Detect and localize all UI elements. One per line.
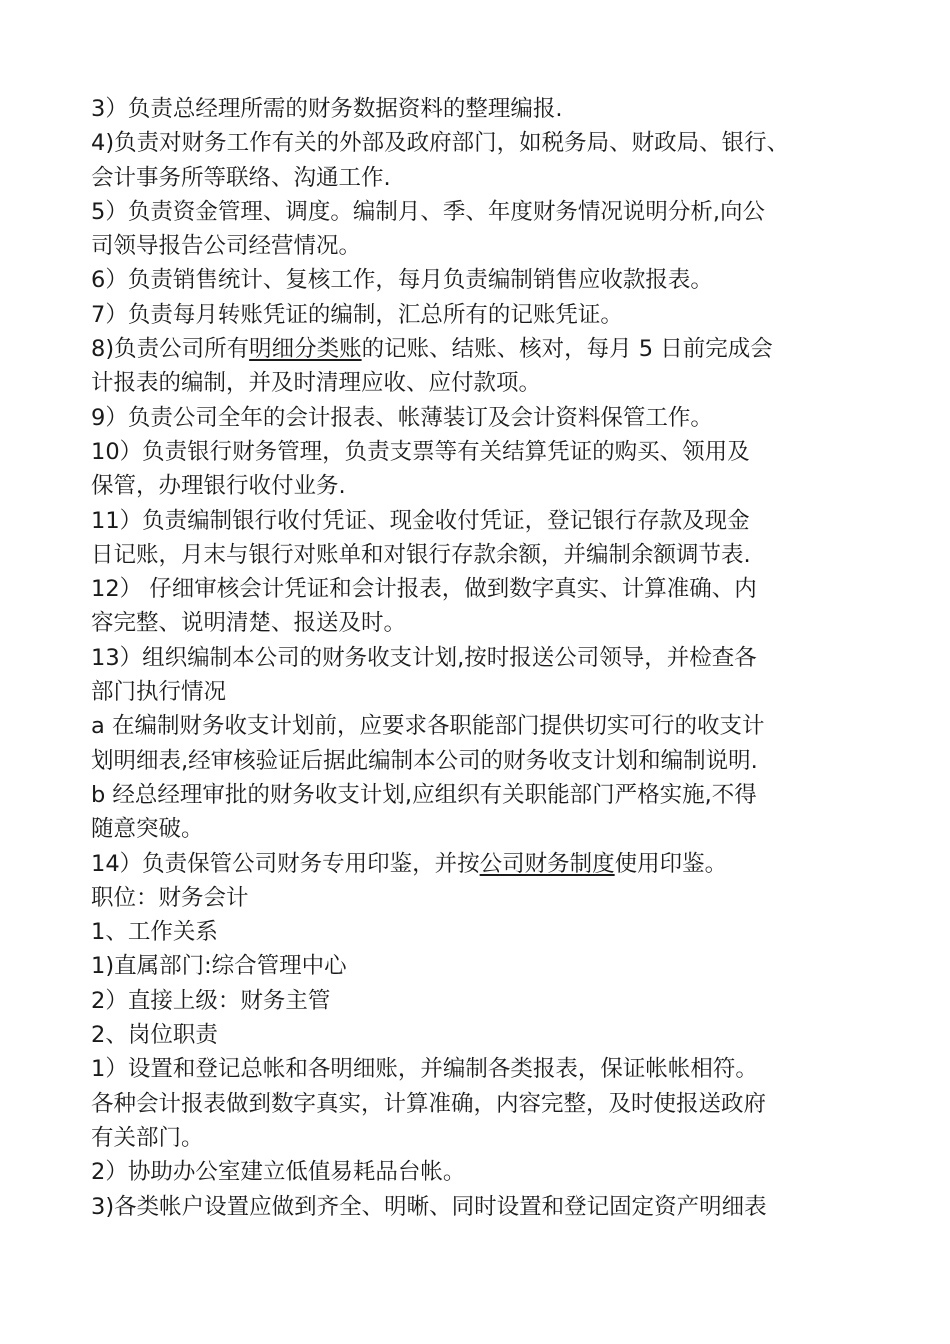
text-line: 3)各类帐户设置应做到齐全、明晰、同时设置和登记固定资产明细表 bbox=[91, 1193, 767, 1220]
text-line: a 在编制财务收支计划前，应要求各职能部门提供切实可行的收支计 bbox=[91, 713, 765, 740]
text-line: 4)负责对财务工作有关的外部及政府部门，如税务局、财政局、银行、 bbox=[91, 130, 790, 157]
text-line: 会计事务所等联络、沟通工作. bbox=[91, 164, 391, 191]
text-line: 3）负责总经理所需的财务数据资料的整理编报. bbox=[91, 96, 563, 122]
text-line: b 经总经理审批的财务收支计划,应组织有关职能部门严格实施,不得 bbox=[91, 781, 757, 808]
text-line bbox=[91, 332, 911, 366]
text-line: 2）协助办公室建立低值易耗品台帐。 bbox=[91, 1159, 466, 1186]
text-line: 11）负责编制银行收付凭证、现金收付凭证，登记银行存款及现金 bbox=[91, 507, 750, 534]
text-line: 6）负责销售统计、复核工作，每月负责编制销售应收款报表。 bbox=[91, 267, 713, 294]
text-line: 1、工作关系 bbox=[91, 919, 218, 946]
text-line: 12） 仔细审核会计凭证和会计报表，做到数字真实、计算准确、内 bbox=[91, 576, 757, 603]
text-line: 各种会计报表做到数字真实，计算准确，内容完整，及时使报送政府 bbox=[91, 1090, 767, 1117]
text-line: 9）负责公司全年的会计报表、帐薄装订及会计资料保管工作。 bbox=[91, 404, 713, 431]
text-line: 1）设置和登记总帐和各明细账，并编制各类报表，保证帐帐相符。 bbox=[91, 1056, 758, 1083]
text-line: 7）负责每月转账凭证的编制，汇总所有的记账凭证。 bbox=[91, 301, 623, 328]
text-line: 保管，办理银行收付业务. bbox=[91, 473, 346, 500]
text-line: 有关部门。 bbox=[91, 1124, 204, 1151]
text-line: 1)直属部门:综合管理中心 bbox=[91, 953, 347, 980]
text-segment: 8)负责公司所有 bbox=[91, 336, 250, 363]
text-line: 随意突破。 bbox=[91, 816, 204, 843]
text-line: 2、岗位职责 bbox=[91, 1022, 218, 1049]
finance-policy-link[interactable]: 公司财务制度 bbox=[479, 850, 615, 877]
text-segment: 使用印鉴。 bbox=[614, 850, 728, 877]
text-line: 10）负责银行财务管理，负责支票等有关结算凭证的购买、领用及 bbox=[91, 438, 750, 465]
text-line: 13）组织编制本公司的财务收支计划,按时报送公司领导，并检查各 bbox=[91, 644, 757, 671]
text-line: 5）负责资金管理、调度。编制月、季、年度财务情况说明分析,向公 bbox=[91, 198, 765, 225]
text-line: 职位：财务会计 bbox=[91, 884, 249, 911]
text-segment: 的记账、结账、核对，每月 5 日前完成会 bbox=[361, 336, 773, 363]
text-line: 容完整、说明清楚、报送及时。 bbox=[91, 610, 407, 637]
ledger-link[interactable]: 明细分类账 bbox=[249, 336, 362, 363]
text-line: 日记账，月末与银行对账单和对银行存款余额，并编制余额调节表. bbox=[91, 541, 751, 568]
text-line: 司领导报告公司经营情况。 bbox=[91, 233, 362, 260]
text-line: 计报表的编制，并及时清理应收、应付款项。 bbox=[91, 370, 542, 397]
text-line bbox=[91, 847, 911, 881]
text-line: 2）直接上级：财务主管 bbox=[91, 987, 331, 1014]
text-line: 划明细表,经审核验证后据此编制本公司的财务收支计划和编制说明. bbox=[91, 747, 758, 774]
text-line: 部门执行情况 bbox=[91, 679, 227, 706]
document-body bbox=[91, 92, 911, 1224]
text-segment: 14）负责保管公司财务专用印鉴，并按 bbox=[91, 850, 480, 877]
